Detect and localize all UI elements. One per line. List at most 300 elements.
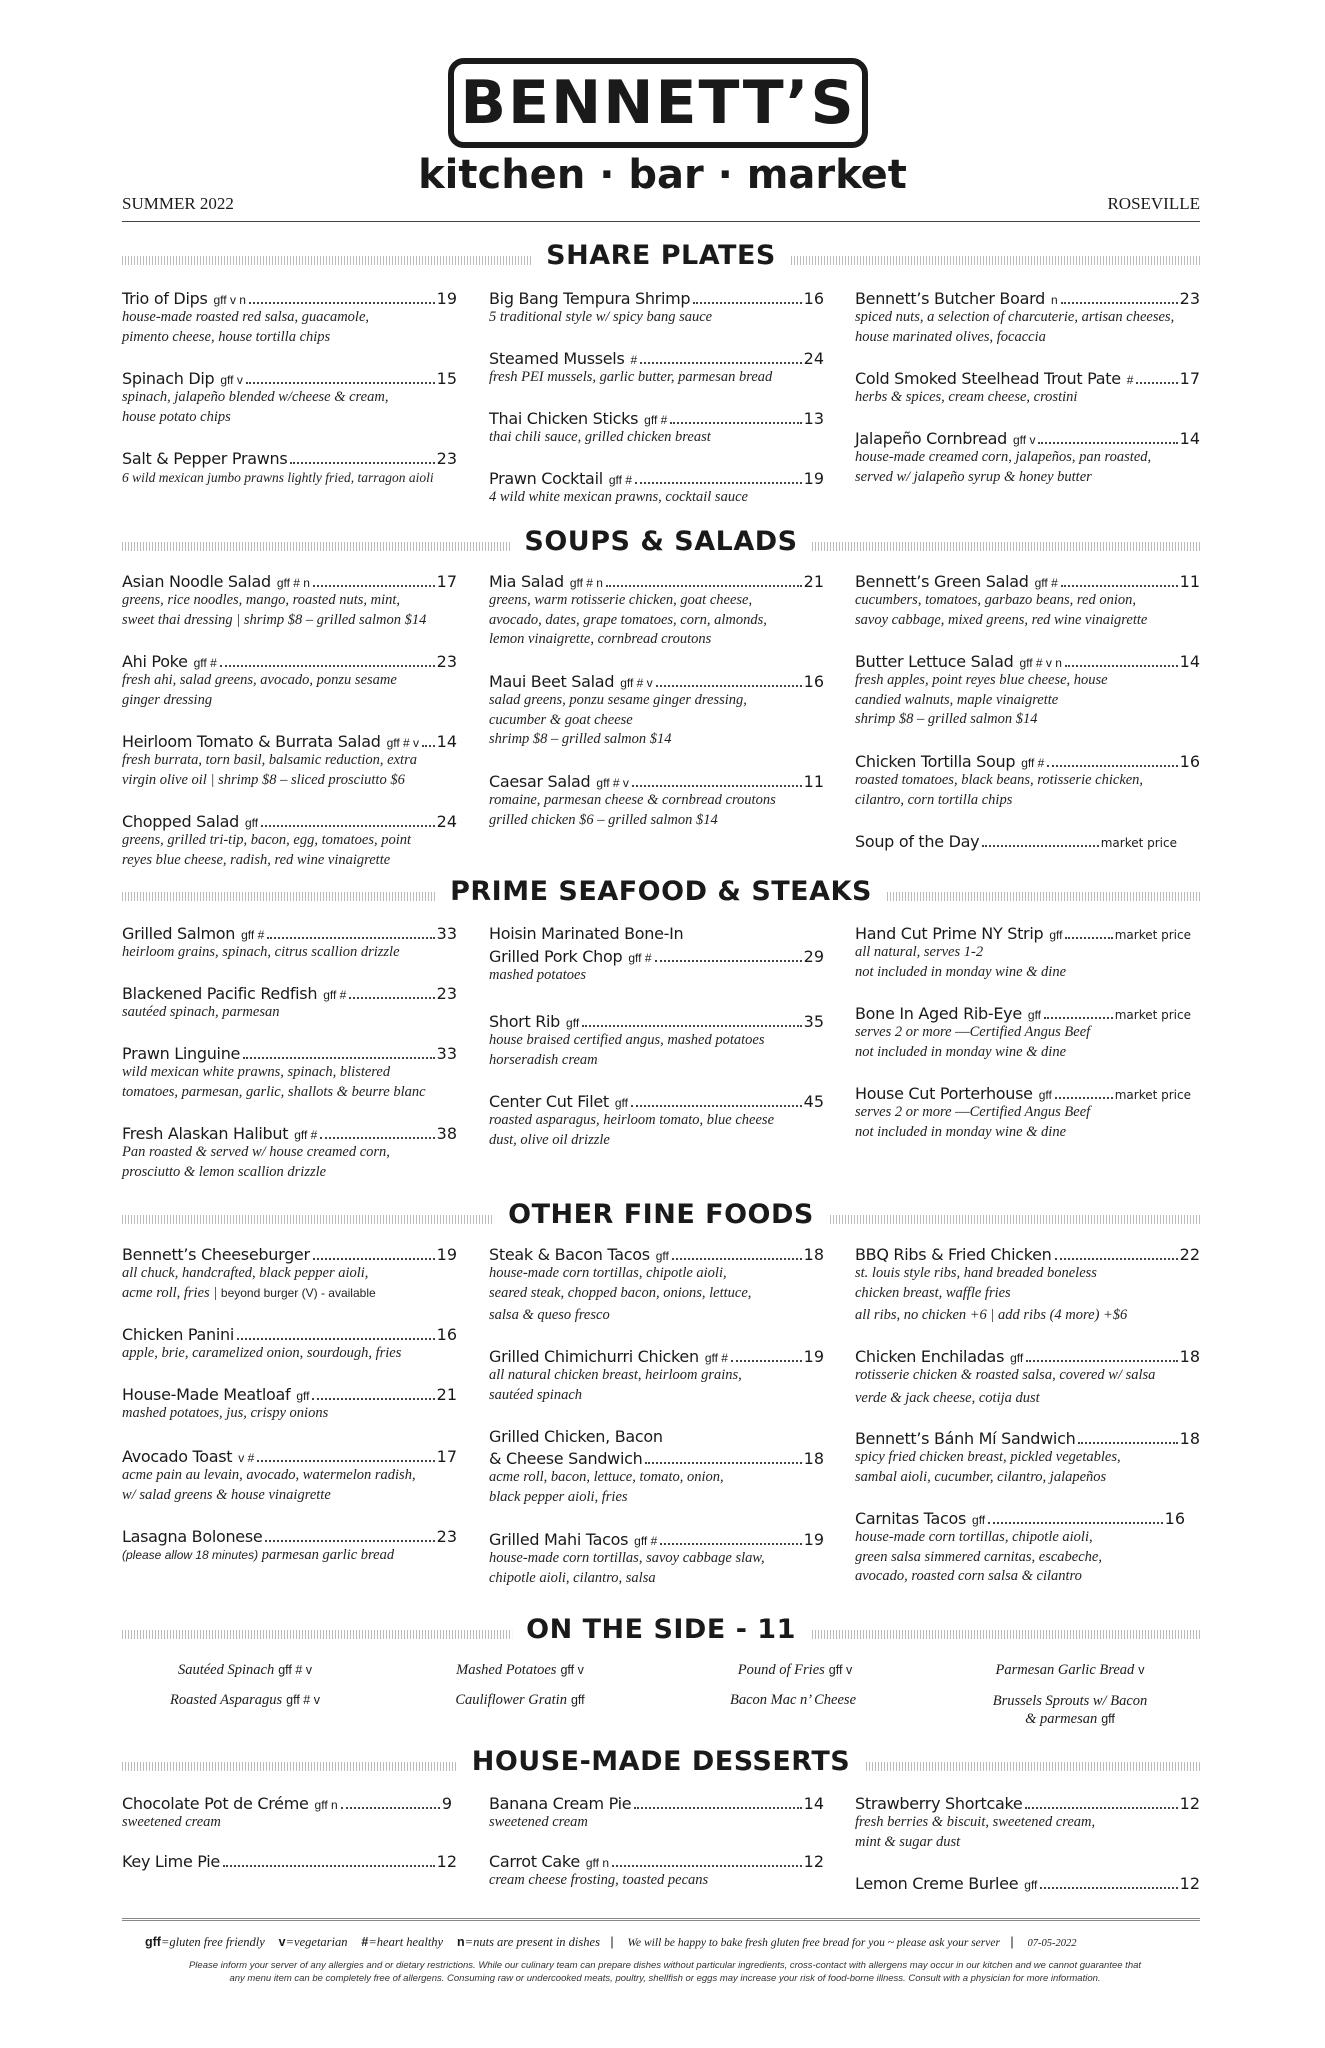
item-description: w/ salad greens & house vinaigrette [122, 1486, 331, 1503]
leader-dots [249, 302, 435, 304]
legend-text: =gluten free friendly [160, 1935, 265, 1949]
item-name: Chocolate Pot de Créme [122, 1794, 309, 1813]
item-price: 11 [1179, 572, 1200, 591]
item-name: Jalapeño Cornbread [855, 429, 1007, 448]
item-tags: gff n [585, 1856, 610, 1870]
menu-item [489, 772, 824, 830]
leader-dots [1044, 1017, 1113, 1019]
item-description: greens, rice noodles, mango, roasted nuts, mint, [122, 592, 401, 608]
side-tags: v [1138, 1663, 1145, 1677]
item-name: Maui Beet Salad [489, 672, 615, 691]
item-name: Ahi Poke [122, 652, 188, 671]
item-name: Heirloom Tomato & Burrata Salad [122, 732, 381, 751]
menu-item [855, 832, 1177, 851]
item-description: dust, olive oil drizzle [489, 1131, 610, 1148]
leader-dots [1025, 1807, 1177, 1809]
item-tags: gff [566, 1016, 580, 1030]
item-description: cream cheese frosting, toasted pecans [489, 1872, 709, 1888]
item-tags: # [1126, 373, 1134, 387]
item-tags: gff # [294, 1128, 318, 1142]
menu-item [855, 1794, 1200, 1852]
menu-item [122, 1794, 452, 1833]
item-name: Mia Salad [489, 572, 564, 591]
legend-key: v [278, 1935, 286, 1949]
item-name: Chicken Tortilla Soup [855, 752, 1016, 771]
leader-dots [640, 362, 801, 364]
leader-dots [313, 1258, 435, 1260]
item-tags: gff [1024, 1878, 1038, 1892]
menu-item [855, 1004, 1191, 1062]
item-description-text: acme roll, fries | [122, 1284, 221, 1301]
item-price: 24 [803, 349, 824, 368]
item-price: market price [1114, 1008, 1191, 1022]
item-description: house-made corn tortillas, chipotle aioli, [489, 1265, 727, 1281]
menu-item [122, 984, 457, 1023]
item-price: market price [1114, 928, 1191, 942]
item-price: 14 [1179, 429, 1200, 448]
item-price: 24 [436, 812, 457, 831]
item-description: house-made corn tortillas, savoy cabbage slaw, [489, 1550, 765, 1566]
item-price: 33 [436, 1044, 457, 1063]
leader-dots [243, 1057, 435, 1059]
section-title: HOUSE-MADE DESSERTS [458, 1746, 865, 1777]
item-price: 19 [803, 469, 824, 488]
item-name: Chicken Enchiladas [855, 1347, 1005, 1366]
item-name: Cold Smoked Steelhead Trout Pate [855, 369, 1121, 388]
item-name: Grilled Chimichurri Chicken [489, 1347, 699, 1366]
item-name: Hoisin Marinated Bone-In [489, 924, 684, 943]
side-name: Sautéed Spinach [177, 1662, 275, 1678]
section-on-the-side [122, 1614, 1200, 1654]
item-tags: gff v [1012, 433, 1036, 447]
location-label: ROSEVILLE [1107, 194, 1200, 213]
item-name: Bennett’s Green Salad [855, 572, 1029, 591]
item-description: serves 2 or more ––Certified Angus Beef [855, 1104, 1091, 1120]
item-description: green salsa simmered carnitas, escabeche, [855, 1548, 1102, 1565]
item-name: Lemon Creme Burlee [855, 1874, 1019, 1893]
leader-dots [731, 1360, 802, 1362]
menu-item [122, 1527, 457, 1566]
item-description: all chuck, handcrafted, black pepper aioli, [122, 1265, 369, 1281]
menu-item [122, 924, 457, 963]
item-name: Bennett’s Cheeseburger [122, 1245, 310, 1264]
side-name: Roasted Asparagus [170, 1692, 283, 1708]
item-description: not included in monday wine & dine [855, 1043, 1067, 1060]
item-tags: gff # v n [1019, 656, 1062, 670]
item-description: fresh ahi, salad greens, avocado, ponzu sesame [122, 672, 397, 688]
item-description: cucumbers, tomatoes, garbazo beans, red onion, [855, 592, 1136, 608]
item-description [122, 1284, 457, 1304]
footer-divider [122, 1918, 1200, 1921]
item-description: grilled chicken $6 – grilled salmon $14 [489, 811, 718, 828]
item-description: serves 2 or more ––Certified Angus Beef [855, 1024, 1091, 1040]
item-description-text: parmesan garlic bread [258, 1547, 395, 1563]
item-name: House-Made Meatloaf [122, 1385, 291, 1404]
header-divider [122, 221, 1200, 222]
leader-dots [982, 845, 1098, 847]
leader-dots [312, 1398, 434, 1400]
leader-dots [220, 665, 435, 667]
side-tags: gff [1101, 1712, 1115, 1726]
item-price: 9 [441, 1794, 452, 1813]
menu-item [855, 1429, 1200, 1487]
menu-item [489, 572, 824, 650]
side-item [940, 1662, 1200, 1679]
item-description: fresh berries & biscuit, sweetened cream, [855, 1814, 1096, 1830]
item-tags: gff # [323, 988, 347, 1002]
menu-item [122, 369, 457, 427]
item-price: 23 [1179, 289, 1200, 308]
item-name: Lasagna Bolonese [122, 1527, 263, 1546]
item-name: Butter Lettuce Salad [855, 652, 1014, 671]
leader-dots [257, 1460, 434, 1462]
side-item [125, 1662, 365, 1679]
item-name: Center Cut Filet [489, 1092, 609, 1111]
leader-dots [1055, 1097, 1113, 1099]
leader-dots [582, 1025, 801, 1027]
side-item [940, 1692, 1200, 1728]
item-price: 12 [1179, 1874, 1200, 1893]
menu-item [489, 1012, 824, 1070]
item-name: Fresh Alaskan Halibut [122, 1124, 289, 1143]
item-price: 16 [436, 1325, 457, 1344]
item-name: Trio of Dips [122, 289, 208, 308]
leader-dots [606, 585, 802, 587]
item-description: verde & jack cheese, cotija dust [855, 1389, 1040, 1406]
menu-item [489, 672, 824, 750]
item-description: wild mexican white prawns, spinach, blistered [122, 1064, 391, 1080]
menu-item [489, 1530, 824, 1588]
menu-item [122, 1852, 457, 1871]
legend-key: # [361, 1935, 369, 1949]
item-description: sweetened cream [122, 1814, 221, 1830]
item-description: all ribs, no chicken +6 | add ribs (4 more) +$6 [855, 1307, 1128, 1323]
leader-dots [261, 825, 435, 827]
item-description: all natural, serves 1-2 [855, 944, 984, 960]
item-price: 13 [803, 409, 824, 428]
menu-item [855, 924, 1191, 982]
item-description: heirloom grains, spinach, citrus scallion drizzle [122, 944, 400, 960]
item-price: market price [1100, 836, 1177, 850]
side-item [400, 1692, 640, 1709]
item-tags: gff # v [386, 736, 420, 750]
leader-dots [1061, 585, 1178, 587]
item-description: avocado, dates, grape tomatoes, corn, almonds, [489, 611, 767, 628]
leader-dots [349, 997, 434, 999]
item-price: 18 [1179, 1347, 1200, 1366]
leader-dots [320, 1137, 434, 1139]
leader-dots [422, 745, 435, 747]
item-name: Bone In Aged Rib-Eye [855, 1004, 1022, 1023]
item-tags: gff [1049, 928, 1063, 942]
leader-dots [660, 1543, 801, 1545]
item-name: BBQ Ribs & Fried Chicken [855, 1245, 1052, 1264]
menu-item [122, 289, 457, 347]
item-tags: gff [614, 1096, 628, 1110]
side-name: Mashed Potatoes [456, 1662, 557, 1678]
item-description: avocado, roasted corn salsa & cilantro [855, 1568, 1082, 1584]
item-name: Avocado Toast [122, 1447, 233, 1466]
item-price: 35 [803, 1012, 824, 1031]
menu-item [855, 752, 1200, 810]
menu-item [855, 1084, 1191, 1142]
item-description: served w/ jalapeño syrup & honey butter [855, 468, 1092, 485]
section-title: PRIME SEAFOOD & STEAKS [436, 876, 886, 907]
item-description: virgin olive oil | shrimp $8 – sliced prosciutto $6 [122, 771, 405, 788]
item-name: Bennett’s Butcher Board [855, 289, 1045, 308]
menu-item [489, 924, 824, 986]
item-description: acme pain au levain, avocado, watermelon radish, [122, 1467, 416, 1483]
side-name: Bacon Mac n’ Cheese [729, 1692, 857, 1708]
item-tags: gff [1038, 1088, 1052, 1102]
item-price: 19 [436, 289, 457, 308]
legend-key: gff [145, 1935, 161, 1949]
item-name: Prawn Linguine [122, 1044, 241, 1063]
tagline: kitchen · bar · market [418, 152, 907, 198]
item-name: Steamed Mussels [489, 349, 625, 368]
item-description: house-made corn tortillas, chipotle aioli, [855, 1529, 1093, 1545]
item-tags: gff [1027, 1008, 1042, 1022]
menu-item [489, 289, 824, 328]
leader-dots [1061, 302, 1178, 304]
menu-item [122, 1325, 457, 1364]
item-name: & Cheese Sandwich [489, 1449, 643, 1468]
item-name: House Cut Porterhouse [855, 1084, 1033, 1103]
item-description: horseradish cream [489, 1051, 598, 1068]
item-description: not included in monday wine & dine [855, 1123, 1067, 1140]
item-description: mashed potatoes [489, 967, 587, 983]
item-description: chicken breast, waffle fries [855, 1284, 1011, 1301]
section-title: ON THE SIDE - 11 [512, 1614, 810, 1645]
item-description: shrimp $8 – grilled salmon $14 [489, 731, 672, 747]
item-description: tomatoes, parmesan, garlic, shallots & beurre blanc [122, 1083, 426, 1100]
season-label: SUMMER 2022 [122, 194, 234, 213]
item-price: 16 [803, 289, 824, 308]
leader-dots [1136, 382, 1177, 384]
item-tags: gff [296, 1389, 310, 1403]
side-name: Pound of Fries [737, 1662, 825, 1678]
item-name: Caesar Salad [489, 772, 591, 791]
item-description: herbs & spices, cream cheese, crostini [855, 389, 1078, 405]
item-price: 16 [803, 672, 824, 691]
item-name: Carrot Cake [489, 1852, 580, 1871]
menu-item [122, 1044, 457, 1102]
menu-item [489, 1427, 824, 1507]
item-description: house-made creamed corn, jalapeños, pan roasted, [855, 449, 1152, 465]
section-desserts [122, 1746, 1200, 1786]
item-description: rotisserie chicken & roasted salsa, covered w/ salsa [855, 1367, 1156, 1383]
item-tags: gff [244, 816, 259, 830]
menu-item [855, 1245, 1200, 1326]
item-tags: gff # n [276, 576, 310, 590]
menu-item [855, 289, 1200, 347]
leader-dots [267, 937, 434, 939]
menu-item [122, 1447, 457, 1505]
section-title: OTHER FINE FOODS [494, 1199, 828, 1230]
section-soups-salads [122, 526, 1200, 566]
item-price: 19 [803, 1530, 824, 1549]
item-tags: gff [655, 1249, 669, 1263]
item-description: prosciutto & lemon scallion drizzle [122, 1163, 327, 1180]
item-description: mint & sugar dust [855, 1833, 961, 1850]
menu-item [489, 409, 824, 448]
section-seafood-steaks [122, 876, 1200, 916]
item-name: Salt & Pepper Prawns [122, 449, 288, 468]
menu-item [122, 449, 457, 488]
item-tags: gff # [628, 951, 652, 965]
item-name: Hand Cut Prime NY Strip [855, 924, 1044, 943]
item-tags: gff # n [569, 576, 603, 590]
item-price: 16 [1164, 1509, 1185, 1528]
item-name: Grilled Salmon [122, 924, 236, 943]
legend-text: =nuts are present in dishes [464, 1935, 600, 1949]
item-description: cucumber & goat cheese [489, 711, 633, 728]
leader-dots [313, 585, 435, 587]
item-description: chipotle aioli, cilantro, salsa [489, 1569, 656, 1586]
side-tags: gff # v [286, 1693, 320, 1707]
menu-item [855, 652, 1200, 730]
leader-dots [1065, 937, 1112, 939]
item-description: lemon vinaigrette, cornbread croutons [489, 631, 712, 647]
side-item [675, 1692, 915, 1709]
item-name: Chopped Salad [122, 812, 239, 831]
item-price: 21 [803, 572, 824, 591]
item-description [122, 1546, 457, 1566]
item-description: not included in monday wine & dine [855, 963, 1067, 980]
item-description: fresh PEI mussels, garlic butter, parmesan bread [489, 369, 773, 385]
disclaimer-line: Please inform your server of any allergies and or dietary restrictions. While our culinary team can prepare dishes without particular ingredients, cross-contact with allergens may occur in our kitchen and we cannot guarantee that [188, 1960, 1142, 1971]
item-tags: gff v [220, 373, 243, 387]
menu-item [855, 369, 1200, 408]
item-tags: v # [238, 1451, 255, 1465]
item-name: Spinach Dip [122, 369, 215, 388]
leader-dots [1055, 1258, 1178, 1260]
item-description: candied walnuts, maple vinaigrette [855, 691, 1059, 708]
item-tags: gff # v [596, 776, 629, 790]
leader-dots [655, 960, 802, 962]
side-name: Parmesan Garlic Bread [995, 1662, 1135, 1678]
item-name: Key Lime Pie [122, 1852, 220, 1871]
item-price: 19 [436, 1245, 457, 1264]
item-name: Short Rib [489, 1012, 561, 1031]
item-description: Pan roasted & served w/ house creamed corn, [122, 1144, 390, 1160]
item-name: Soup of the Day [855, 832, 980, 851]
leader-dots [635, 482, 802, 484]
leader-dots [670, 422, 801, 424]
item-name: Steak & Bacon Tacos [489, 1245, 650, 1264]
menu-item [855, 1509, 1185, 1587]
item-description: house braised certified angus, mashed potatoes [489, 1032, 765, 1048]
leader-dots [265, 1540, 434, 1542]
item-name: Grilled Pork Chop [489, 947, 623, 966]
item-description: apple, brie, caramelized onion, sourdough, fries [122, 1345, 402, 1361]
item-description: all natural chicken breast, heirloom grains, [489, 1367, 742, 1383]
item-description: house potato chips [122, 408, 231, 425]
item-price: 22 [1179, 1245, 1200, 1264]
item-tags: gff v n [213, 293, 246, 307]
item-name: Banana Cream Pie [489, 1794, 632, 1813]
item-price: 17 [1179, 369, 1200, 388]
menu-item [489, 349, 824, 388]
bread-note: We will be happy to bake fresh gluten free bread for you ~ please ask your server [627, 1937, 1000, 1949]
item-description: mashed potatoes, jus, crispy onions [122, 1405, 329, 1421]
menu-item [489, 1245, 824, 1326]
item-price: 29 [803, 947, 824, 966]
item-name: Bennett’s Bánh Mí Sandwich [855, 1429, 1076, 1448]
side-item [400, 1662, 640, 1679]
leader-dots [290, 462, 434, 464]
menu-item [122, 1385, 457, 1424]
item-tags: gff # [634, 1534, 658, 1548]
item-description: black pepper aioli, fries [489, 1488, 628, 1505]
item-price: 14 [436, 732, 457, 751]
item-description: house-made roasted red salsa, guacamole, [122, 309, 370, 325]
item-name: Strawberry Shortcake [855, 1794, 1023, 1813]
menu-item [855, 1874, 1200, 1893]
item-price: 19 [803, 1347, 824, 1366]
item-tags: gff [972, 1513, 986, 1527]
item-name: Blackened Pacific Redfish [122, 984, 318, 1003]
item-tags: n [1050, 293, 1058, 307]
item-description: seared steak, chopped bacon, onions, lettuce, [489, 1284, 752, 1301]
side-item [125, 1692, 365, 1709]
item-price: 23 [436, 1527, 457, 1546]
leader-dots [1078, 1442, 1177, 1444]
item-description: roasted asparagus, heirloom tomato, blue cheese [489, 1112, 775, 1128]
leader-dots [1047, 765, 1177, 767]
item-description: sautéed spinach, parmesan [122, 1004, 280, 1020]
leader-dots [672, 1258, 802, 1260]
item-price: 12 [436, 1852, 457, 1871]
menu-item [122, 1245, 457, 1303]
leader-dots [1040, 1887, 1177, 1889]
menu-item [489, 1794, 824, 1833]
logo-text: BENNETT’S [460, 68, 856, 138]
item-price: 23 [436, 449, 457, 468]
leader-dots [645, 1462, 801, 1464]
side-name: Cauliflower Gratin [455, 1692, 567, 1708]
item-name: Chicken Panini [122, 1325, 235, 1344]
item-description: greens, warm rotisserie chicken, goat cheese, [489, 592, 753, 608]
item-description: sweetened cream [489, 1814, 588, 1830]
side-name: & parmesan [1025, 1711, 1098, 1727]
item-description: 4 wild white mexican prawns, cocktail sauce [489, 489, 748, 505]
menu-item [489, 1852, 824, 1891]
item-price: 17 [436, 1447, 457, 1466]
leader-dots [1065, 665, 1178, 667]
item-tags: gff # [644, 413, 668, 427]
dietary-legend: gff=gluten free friendly v=vegetarian #=heart healthy n=nuts are present in dishes | We will be happy to bake fresh gluten free bread for you ~ please ask your server | 07-05-2022 [145, 1935, 1077, 1949]
item-tags: gff # [1021, 756, 1045, 770]
item-description: house marinated olives, focaccia [855, 328, 1046, 345]
section-share-plates [122, 240, 1200, 280]
item-tags: gff # v [620, 676, 653, 690]
item-price: 14 [803, 1794, 824, 1813]
item-description: savoy cabbage, mixed greens, red wine vinaigrette [855, 611, 1148, 628]
disclaimer-line: any menu item can be completely free of allergens. Consuming raw or undercooked meats, poultry, shellfish or eggs may increase your risk of food-borne illness. Consult with a physician for more information. [229, 1973, 1101, 1984]
item-price: 17 [436, 572, 457, 591]
item-description: salad greens, ponzu sesame ginger dressing, [489, 692, 747, 708]
item-price: 12 [1179, 1794, 1200, 1813]
leader-dots [246, 382, 435, 384]
item-price: 18 [1179, 1429, 1200, 1448]
item-description: shrimp $8 – grilled salmon $14 [855, 711, 1038, 727]
item-description: acme roll, bacon, lettuce, tomato, onion, [489, 1469, 724, 1485]
side-tags: gff v [560, 1663, 584, 1677]
leader-dots [988, 1522, 1163, 1524]
item-price: 18 [803, 1449, 824, 1468]
leader-dots [1026, 1360, 1177, 1362]
